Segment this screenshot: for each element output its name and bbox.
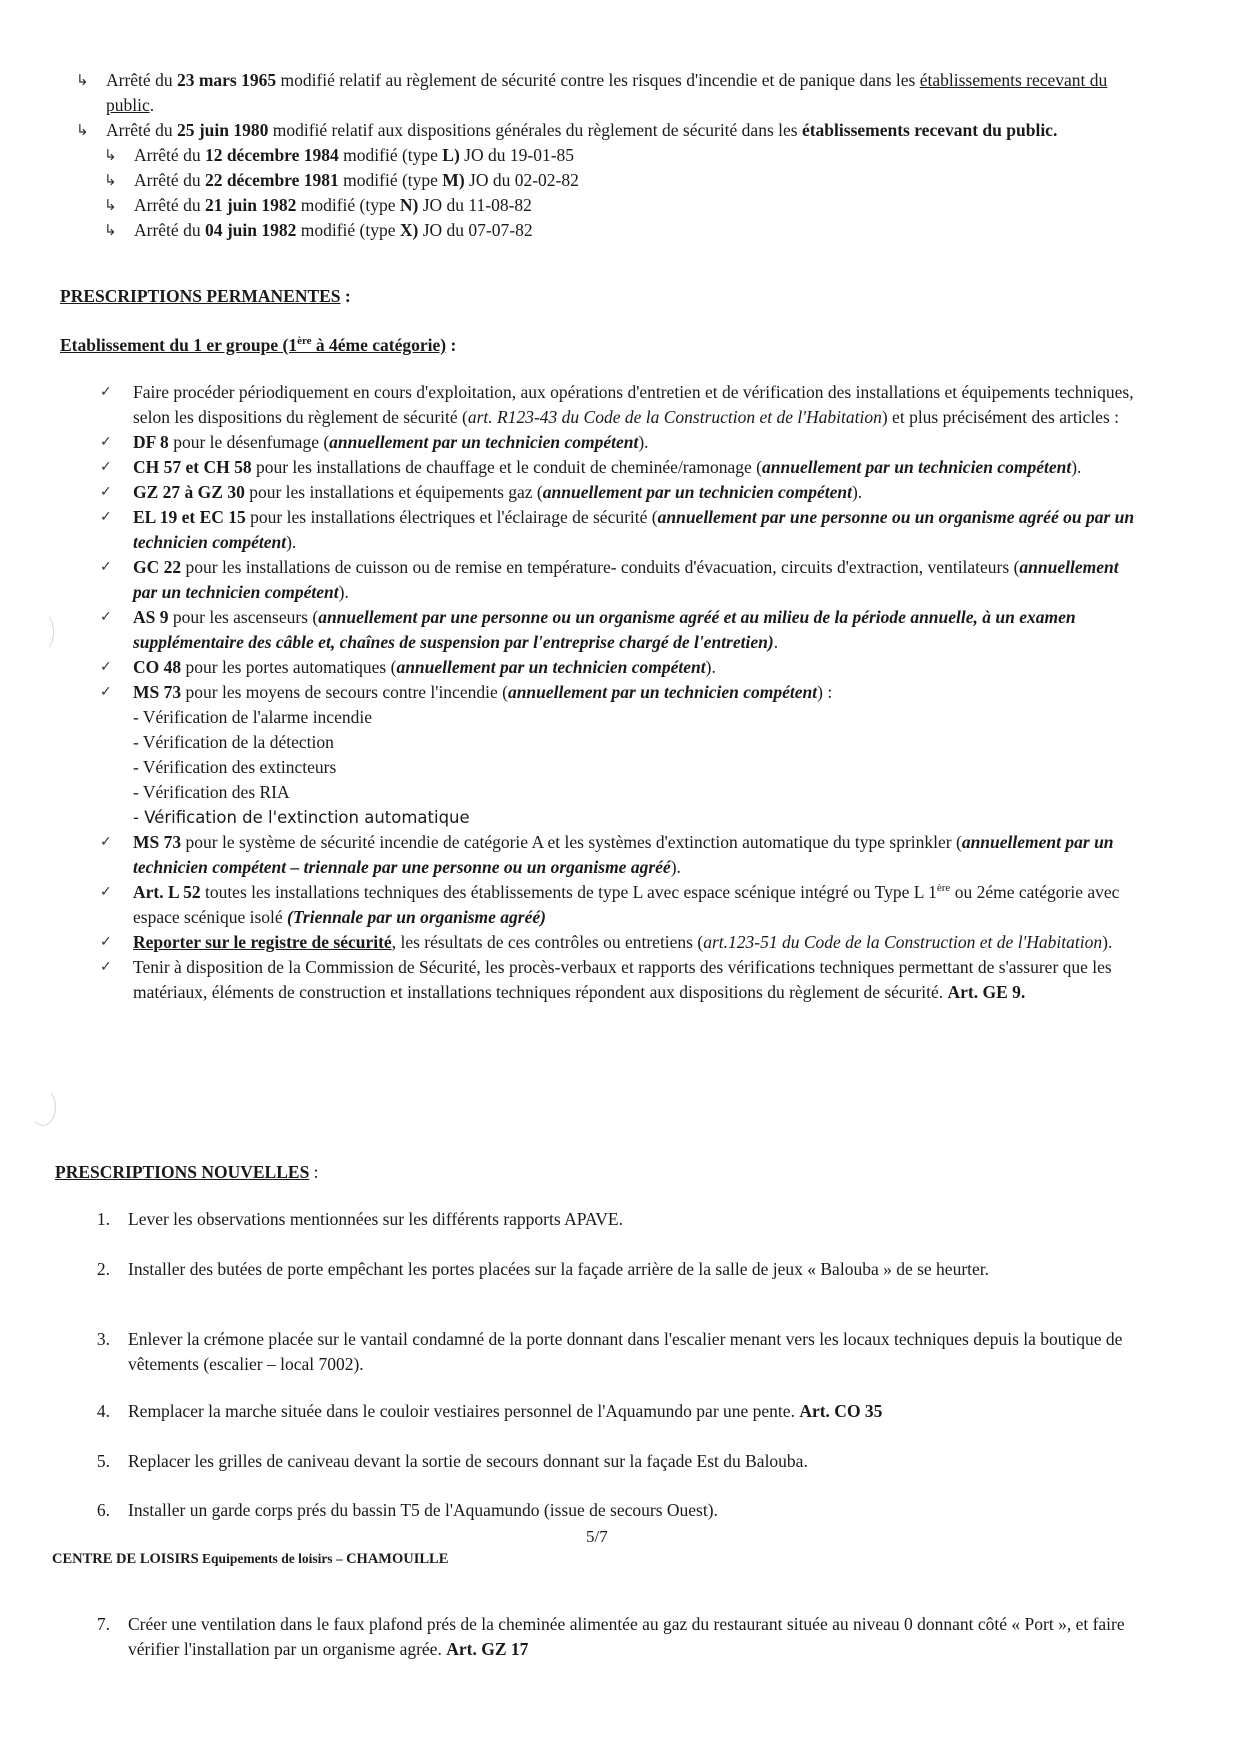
checkmark-icon: ✓ [100,434,112,450]
new-item: 7. Créer une ventilation dans le faux plafond prés de la cheminée alimentée au gaz du restaurant située au niveau 0 donnant côté « Port », et faire vérifier l'installation par un organisme agrée. Art. GZ 17 [96,1614,1125,1659]
sub-check-line: - Vérification de l'alarme incendie [133,707,372,727]
regulation-list [76,68,1156,243]
new-item: 5. Replacer les grilles de caniveau devant la sortie de secours donnant sur la façade Est du Balouba. [96,1451,808,1471]
checkmark-icon: ✓ [100,609,112,625]
check-item: ✓ GC 22 pour les installations de cuisson ou de remise en température- conduits d'évacuation, circuits d'extraction, ventilateurs (annuellement par un technicien compétent). [100,557,1119,602]
sub-regulation-item: ↳ Arrêté du 12 décembre 1984 modifié (type L) JO du 19-01-85 [104,143,1156,168]
check-item: ✓ EL 19 et EC 15 pour les installations électriques et l'éclairage de sécurité (annuellement par une personne ou un organisme agréé ou par un technicien compétent). [100,507,1135,552]
checkmark-icon: ✓ [100,509,112,525]
check-item: ✓ GZ 27 à GZ 30 pour les installations et équipements gaz (annuellement par un technicien compétent). [100,480,1135,505]
regulation-item: ↳ Arrêté du 23 mars 1965 modifié relatif au règlement de sécurité contre les risques d'incendie et de panique dans les établissements recevant du public. [76,70,1108,115]
check-item: ✓ Faire procéder périodiquement en cours d'exploitation, aux opérations d'entretien et de vérification des installations et équipements techniques, selon les dispositions du règlement de sécurité (art. R123-43 du Code de la Construction et de l'Habitation) et plus précisément des articles : [100,382,1134,427]
check-item: ✓ CO 48 pour les portes automatiques (annuellement par un technicien compétent). [100,655,1135,680]
arrow-icon: ↳ [104,221,117,239]
sub-check-line: - Vérification de l'extinction automatique [133,808,470,827]
new-item: 6. Installer un garde corps prés du bassin T5 de l'Aquamundo (issue de secours Ouest). [96,1500,718,1520]
arrow-icon: ↳ [104,196,117,214]
new-item: 3. Enlever la crémone placée sur le vantail condamné de la porte donnant dans l'escalier menant vers les locaux techniques depuis la boutique de vêtements (escalier – local 7002). [96,1329,1123,1374]
check-item: ✓ DF 8 pour le désenfumage (annuellement par un technicien compétent). [100,430,1135,455]
sub-regulation-item: ↳ Arrêté du 04 juin 1982 modifié (type X) JO du 07-07-82 [104,218,1156,243]
new-item: 1. Lever les observations mentionnées sur les différents rapports APAVE. [96,1209,623,1229]
sub-check-line: - Vérification des RIA [133,782,290,802]
checkmark-icon: ✓ [100,559,112,575]
permanent-checklist [100,380,1135,1005]
checkmark-icon: ✓ [100,459,112,475]
page-footer: CENTRE DE LOISIRS Equipements de loisirs – CHAMOUILLE [52,1551,449,1567]
checkmark-icon: ✓ [100,934,112,950]
checkmark-icon: ✓ [100,959,112,975]
checkmark-icon: ✓ [100,884,112,900]
checkmark-icon: ✓ [100,384,112,400]
new-item: 4. Remplacer la marche située dans le couloir vestiaires personnel de l'Aquamundo par une pente. Art. CO 35 [96,1401,883,1421]
sub-check-line: - Vérification de la détection [133,732,334,752]
check-item: ✓ MS 73 pour le système de sécurité incendie de catégorie A et les systèmes d'extinction automatique du type sprinkler (annuellement par un technicien compétent – triennale par une personne ou un organisme agréé). [100,832,1114,877]
check-item: ✓ Tenir à disposition de la Commission de Sécurité, les procès-verbaux et rapports des vérifications techniques permettant de s'assurer que les matériaux, éléments de construction et installations techniques répondent aux dispositions du règlement de sécurité. Art. GE 9. [100,957,1112,1002]
checkmark-icon: ✓ [100,659,112,675]
scan-punch-hole [30,1088,56,1126]
checkmark-icon: ✓ [100,834,112,850]
arrow-icon: ↳ [76,71,89,89]
check-item: ✓ CH 57 et CH 58 pour les installations de chauffage et le conduit de cheminée/ramonage (annuellement par un technicien compétent). [100,455,1135,480]
new-heading: PRESCRIPTIONS NOUVELLES : [55,1162,319,1182]
arrow-icon: ↳ [76,121,89,139]
check-item: ✓ Art. L 52 toutes les installations techniques des établissements de type L avec espace scénique intégré ou Type L 1ère ou 2éme catégorie avec espace scénique isolé (Triennale par un organisme agréé) [100,882,1120,927]
group-heading: Etablissement du 1 er groupe (1ère à 4éme catégorie) : [60,335,457,355]
sub-regulation-item: ↳ Arrêté du 21 juin 1982 modifié (type N) JO du 11-08-82 [104,193,1156,218]
scan-punch-hole [30,612,54,652]
check-item: ✓ Reporter sur le registre de sécurité, les résultats de ces contrôles ou entretiens (art.123-51 du Code de la Construction et de l'Habitation). [100,930,1135,955]
permanent-heading: PRESCRIPTIONS PERMANENTES : [60,286,351,306]
checkmark-icon: ✓ [100,484,112,500]
check-item: ✓ MS 73 pour les moyens de secours contre l'incendie (annuellement par un technicien compétent) : - Vérification de l'alarme incendie - Vérification de la détection - Vérification des extincteurs - Vérification des RIA - Vérification de l'extinction automatique [100,680,1135,830]
checkmark-icon: ✓ [100,684,112,700]
regulation-item: ↳ Arrêté du 25 juin 1980 modifié relatif aux dispositions générales du règlement de sécurité dans les établissements recevant du public. [76,118,1156,143]
arrow-icon: ↳ [104,146,117,164]
sub-check-line: - Vérification des extincteurs [133,757,337,777]
erp-link: établissements recevant du public [106,70,1108,115]
page-number: 5/7 [586,1527,608,1546]
arrow-icon: ↳ [104,171,117,189]
new-item: 2. Installer des butées de porte empêchant les portes placées sur la façade arrière de la salle de jeux « Balouba » de se heurter. [96,1259,990,1279]
sub-regulation-item: ↳ Arrêté du 22 décembre 1981 modifié (type M) JO du 02-02-82 [104,168,1156,193]
check-item: ✓ AS 9 pour les ascenseurs (annuellement par une personne ou un organisme agréé et au milieu de la période annuelle, à un examen supplémentaire des câble et, chaînes de suspension par l'entreprise chargé de l'entretien). [100,607,1076,652]
